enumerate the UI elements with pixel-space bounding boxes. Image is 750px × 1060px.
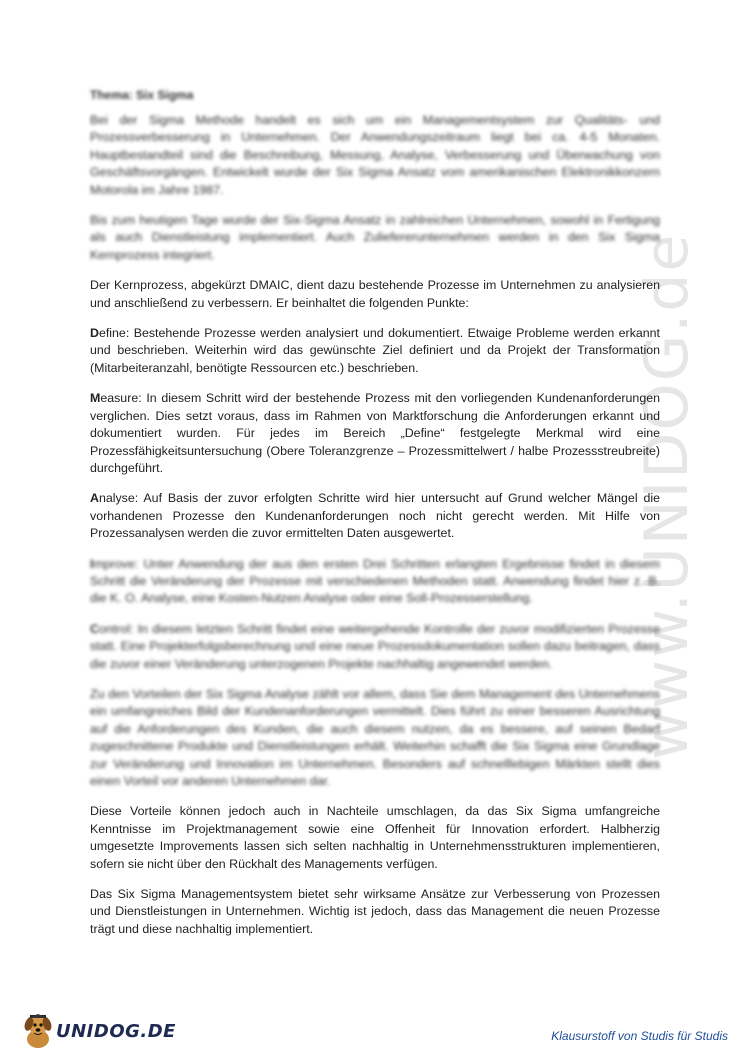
- paragraph: [90, 490, 660, 542]
- footer-tagline: Klausurstoff von Studis für Studis: [551, 1029, 728, 1043]
- paragraph: [90, 621, 660, 673]
- paragraph: [90, 325, 660, 377]
- watermark: www.UNIDOG.de: [632, 232, 702, 760]
- paragraph: [90, 277, 660, 312]
- document-title: Thema: Six Sigma: [90, 88, 194, 102]
- paragraph-text: ontrol: In diesem letzten Schritt findet eine weitergehende Kontrolle der zuvor modifizierten Prozesse statt. Eine Projekterfolgsberechnung und eine neue Prozessdokumentation sollen dazu beitragen, dass die zuvor einer Veränderung unterzogenen Projekte nachhaltig angewendet werden.: [90, 621, 660, 671]
- paragraph-text: nalyse: Auf Basis der zuvor erfolgten Schritte wird hier untersucht auf Grund welcher Mängel die vorhandenen Prozesse den Kundenanforderungen noch nicht gerecht werden. Mit Hilfe von Prozessanalysen werden die zuvor ermittelten Daten ausgewertet.: [90, 491, 660, 541]
- paragraph-lead-letter: I: [90, 556, 94, 571]
- paragraph-list: [90, 112, 660, 938]
- paragraph-text: Diese Vorteile können jedoch auch in Nachteile umschlagen, da das Six Sigma umfangreiche Kenntnisse im Projektmanagement sowie eine Offenheit für Innovation erfordert. Halbherzig umgesetzte Improvements lassen sich selten nachhaltig in Unternehmensstrukturen implementieren, sofern sie nicht über den Rückhalt des Managements verfügen.: [90, 804, 660, 871]
- paragraph: [90, 886, 660, 938]
- paragraph: [90, 686, 660, 790]
- paragraph-lead-letter: D: [90, 326, 99, 341]
- logo: [22, 1012, 176, 1050]
- paragraph-text: Bis zum heutigen Tage wurde der Six-Sigma Ansatz in zahlreichen Unternehmen, sowohl in Fertigung als auch Dienstleistung implementiert. Auch Zuliefererunternehmen werden in den Six Sigma Kernprozess integriert.: [90, 213, 660, 262]
- paragraph: [90, 803, 660, 873]
- paragraph-text: Bei der Sigma Methode handelt es sich um ein Managementsystem zur Qualitäts- und Prozessverbesserung in Unternehmen. Der Anwendungszeitraum liegt bei ca. 4-5 Monaten. Hauptbestandteil sind die Beschreibung, Messung, Analyse, Verbesserung und Überwachung von Geschäftsvorgängen. Entwickelt wurde der Six Sigma Ansatz vom amerikanischen Elektronikkonzern Motorola im Jahre 1987.: [90, 113, 660, 197]
- paragraph-text: easure: In diesem Schritt wird der bestehende Prozess mit den vorliegenden Kundenanforderungen verglichen. Dies setzt voraus, dass im Rahmen von Marktforschung die Anforderungen erkannt und dokumentiert wurden. Für jedes im Bereich „Define“ festgelegte Merkmal wird eine Prozessfähigkeitsuntersuchung (Obere Toleranzgrenze – Prozessmittelwert / halbe Prozessstreubreite) durchgeführt.: [90, 391, 660, 475]
- paragraph: [90, 212, 660, 264]
- logo-text: UNIDOG.DE: [56, 1020, 176, 1042]
- paragraph-lead-letter: M: [90, 391, 101, 406]
- document-body: [90, 88, 660, 951]
- paragraph-text: Das Six Sigma Managementsystem bietet sehr wirksame Ansätze zur Verbesserung von Prozessen und Dienstleistungen in Unternehmen. Wichtig ist jedoch, dass das Management die neuen Prozesse trägt und diese nachhaltig implementiert.: [90, 887, 660, 936]
- paragraph-lead-letter: C: [90, 621, 99, 636]
- dog-mascot-icon: [22, 1012, 54, 1050]
- paragraph-text: mprove: Unter Anwendung der aus den ersten Drei Schritten erlangten Ergebnisse findet in diesem Schritt die Veränderung der Prozesse mit verschiedenen Methoden statt. Anwendung findet hier z. B. die K. O. Analyse, eine Kosten-Nutzen Analyse oder eine Soll-Prozesserstellung.: [90, 556, 660, 606]
- paragraph-text: Zu den Vorteilen der Six Sigma Analyse zählt vor allem, dass Sie dem Management des Unternehmens ein umfangreiches Bild der Kundenanforderungen vermittelt. Dies führt zu einer besseren Ausrichtung auf die Anforderungen des Kunden, die auch diesem nutzen, da es bessere, auf seinen Bedarf zugeschnittene Produkte und Dienstleistungen erhält. Weiterhin schafft die Six Sigma eine Grundlage zur Veränderung und Innovation im Unternehmen. Besonders auf schnelllebigen Märkten stellt dies einen Vorteil vor anderen Unternehmen dar.: [90, 686, 660, 788]
- paragraph: [90, 390, 660, 477]
- paragraph-text: Der Kernprozess, abgekürzt DMAIC, dient dazu bestehende Prozesse im Unternehmen zu analysieren und anschließend zu verbessern. Er beinhaltet die folgenden Punkte:: [90, 278, 660, 310]
- paragraph-text: efine: Bestehende Prozesse werden analysiert und dokumentiert. Etwaige Probleme werden erkannt und beschrieben. Weiterhin wird das gewünschte Ziel definiert und da Projekt der Transformation (Mitarbeiteranzahl, benötigte Ressourcen etc.) beschrieben.: [90, 326, 660, 375]
- paragraph: [90, 112, 660, 199]
- paragraph-lead-letter: A: [90, 491, 99, 506]
- paragraph: [90, 556, 660, 608]
